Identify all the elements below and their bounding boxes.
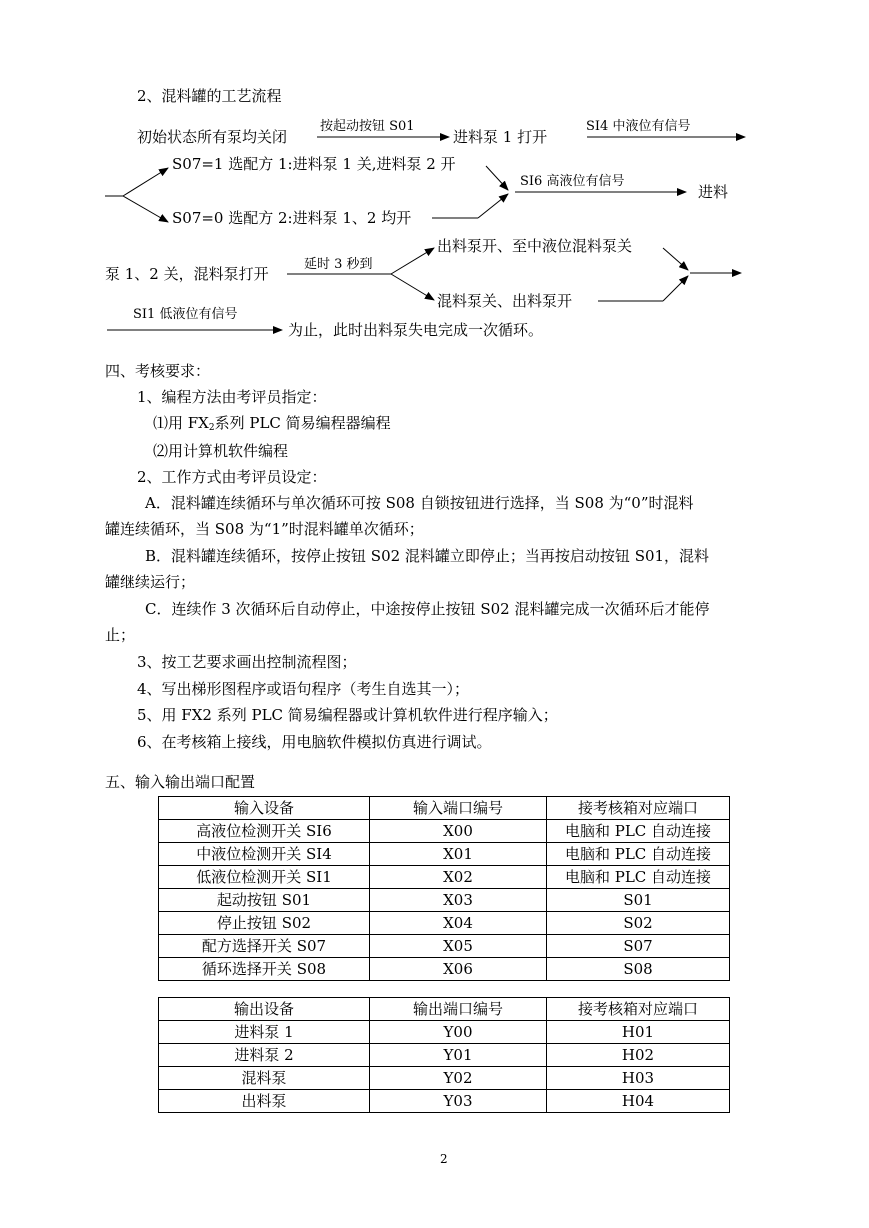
port-cell: Y01 [370, 1044, 547, 1067]
flow-press-start: 按起动按钮 S01 [320, 119, 415, 134]
header-cell: 输入端口编号 [370, 797, 547, 820]
table-row [159, 866, 730, 889]
port-cell: X03 [370, 889, 547, 912]
port-cell: X01 [370, 843, 547, 866]
section4-item6: 6、在考核箱上接线，用电脑软件模拟仿真进行调试。 [137, 733, 492, 751]
section2-title: 2、混料罐的工艺流程 [137, 87, 282, 105]
flow-pump1-open: 进料泵 1 打开 [453, 128, 548, 146]
section4-title: 四、考核要求： [105, 362, 211, 380]
flow-feed: 进料 [698, 183, 729, 201]
table-row [159, 1090, 730, 1113]
port-cell: X06 [370, 958, 547, 981]
terminal-cell: S01 [547, 889, 730, 912]
page-number: 2 [440, 1152, 448, 1166]
section4-item2-b-line2: 罐继续运行； [105, 573, 196, 591]
terminal-cell: H01 [547, 1021, 730, 1044]
terminal-cell: 电脑和 PLC 自动连接 [547, 866, 730, 889]
arrow-s07-1 [123, 168, 168, 196]
input-port-table [158, 796, 730, 981]
port-cell: X02 [370, 866, 547, 889]
section4-item2-a-line2: 罐连续循环，当 S08 为“1”时混料罐单次循环； [105, 520, 424, 538]
flow-s07-1: S07=1 选配方 1:进料泵 1 关,进料泵 2 开 [172, 155, 456, 173]
table-row [159, 1044, 730, 1067]
flow-cycle-end: 为止，此时出料泵失电完成一次循环。 [288, 321, 544, 339]
device-cell: 停止按钮 S02 [159, 912, 370, 935]
table-row [159, 820, 730, 843]
table-row [159, 935, 730, 958]
device-cell: 起动按钮 S01 [159, 889, 370, 912]
arrow-merge-c [663, 248, 688, 270]
device-cell: 循环选择开关 S08 [159, 958, 370, 981]
table-header-row [159, 797, 730, 820]
section4-item2-c-line2: 止； [105, 626, 136, 644]
table-row [159, 889, 730, 912]
port-cell: Y00 [370, 1021, 547, 1044]
port-cell: X04 [370, 912, 547, 935]
section4-item2-b-line1: B．混料罐连续循环，按停止按钮 S02 混料罐立即停止；当再按启动按钮 S01，混料 [145, 547, 710, 565]
table-row [159, 958, 730, 981]
table-row [159, 843, 730, 866]
header-cell: 接考核箱对应端口 [547, 797, 730, 820]
section4-item1-b: ⑵用计算机软件编程 [153, 442, 289, 460]
section4-item1: 1、编程方法由考评员指定： [137, 388, 327, 406]
port-cell: X05 [370, 935, 547, 958]
section4-item2: 2、工作方式由考评员设定： [137, 468, 327, 486]
table-row [159, 1067, 730, 1090]
terminal-cell: H02 [547, 1044, 730, 1067]
device-cell: 高液位检测开关 SI6 [159, 820, 370, 843]
output-port-table [158, 997, 730, 1113]
terminal-cell: H03 [547, 1067, 730, 1090]
section4-item2-c-line1: C．连续作 3 次循环后自动停止，中途按停止按钮 S02 混料罐完成一次循环后才能停 [145, 600, 710, 618]
terminal-cell: 电脑和 PLC 自动连接 [547, 820, 730, 843]
arrow-merge-d [663, 276, 688, 301]
device-cell: 混料泵 [159, 1067, 370, 1090]
device-cell: 进料泵 2 [159, 1044, 370, 1067]
arrow-branch-b [391, 274, 434, 300]
device-cell: 配方选择开关 S07 [159, 935, 370, 958]
flow-si4-signal: SI4 中液位有信号 [586, 119, 691, 134]
section4-item1-a: ⑴用 $FX_2$系列 PLC 简易编程器编程 [153, 414, 391, 433]
arrow-s07-0 [123, 196, 168, 222]
device-cell: 低液位检测开关 SI1 [159, 866, 370, 889]
header-cell: 输入设备 [159, 797, 370, 820]
flow-branch-a: 出料泵开、至中液位混料泵关 [437, 237, 633, 255]
header-cell: 输出端口编号 [370, 998, 547, 1021]
arrow-branch-a [391, 248, 434, 274]
flow-si1-signal: SI1 低液位有信号 [133, 307, 238, 322]
port-cell: Y03 [370, 1090, 547, 1113]
section4-item3: 3、按工艺要求画出控制流程图； [137, 653, 357, 671]
terminal-cell: S07 [547, 935, 730, 958]
section5-title: 五、输入输出端口配置 [105, 773, 256, 791]
device-cell: 出料泵 [159, 1090, 370, 1113]
flow-branch-b: 混料泵关、出料泵开 [437, 292, 573, 310]
port-cell: Y02 [370, 1067, 547, 1090]
flow-s07-0: S07=0 选配方 2:进料泵 1、2 均开 [172, 209, 412, 227]
flow-initial: 初始状态所有泵均关闭 [137, 128, 288, 146]
process-flow-diagram [0, 0, 869, 360]
terminal-cell: S08 [547, 958, 730, 981]
terminal-cell: S02 [547, 912, 730, 935]
section4-item5: 5、用 FX2 系列 PLC 简易编程器或计算机软件进行程序输入； [137, 706, 558, 724]
flow-pumps-off: 泵 1、2 关，混料泵打开 [105, 265, 269, 283]
terminal-cell: H04 [547, 1090, 730, 1113]
flow-delay: 延时 3 秒到 [304, 257, 373, 272]
terminal-cell: 电脑和 PLC 自动连接 [547, 843, 730, 866]
table-row [159, 1021, 730, 1044]
header-cell: 输出设备 [159, 998, 370, 1021]
device-cell: 中液位检测开关 SI4 [159, 843, 370, 866]
device-cell: 进料泵 1 [159, 1021, 370, 1044]
table-header-row [159, 998, 730, 1021]
port-cell: X00 [370, 820, 547, 843]
section4-item2-a-line1: A．混料罐连续循环与单次循环可按 S08 自锁按钮进行选择，当 S08 为“0”时混料 [145, 494, 694, 512]
section4-item4: 4、写出梯形图程序或语句程序（考生自选其一）； [137, 680, 470, 698]
arrow-merge-b [478, 194, 508, 218]
flow-si6-signal: SI6 高液位有信号 [520, 174, 625, 189]
table-row [159, 912, 730, 935]
header-cell: 接考核箱对应端口 [547, 998, 730, 1021]
arrow-merge-a [486, 166, 508, 190]
